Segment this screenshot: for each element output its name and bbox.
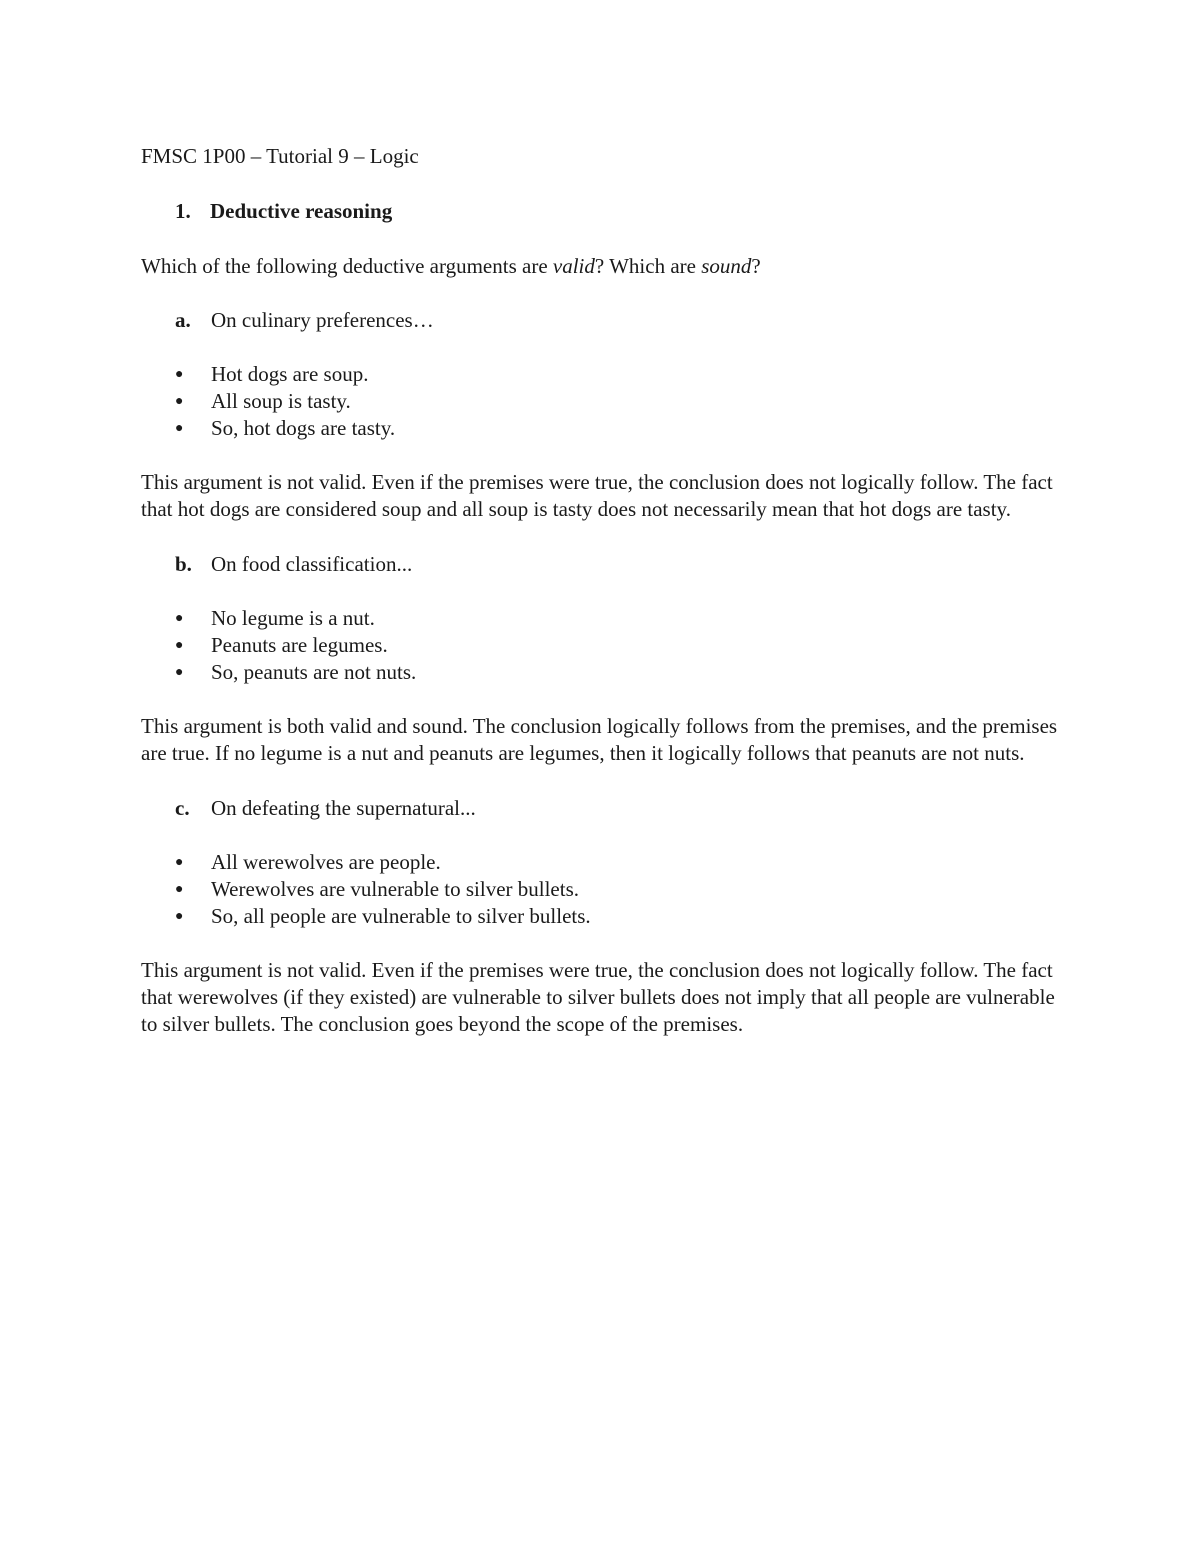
bullet-icon: ● bbox=[175, 638, 184, 653]
item-b-bullets bbox=[141, 605, 1071, 686]
item-c-heading bbox=[141, 795, 1071, 822]
list-item bbox=[141, 388, 1071, 415]
bullet-text: All werewolves are people. bbox=[211, 850, 441, 874]
list-item bbox=[141, 903, 1071, 930]
bullet-text: No legume is a nut. bbox=[211, 606, 375, 630]
bullet-icon: ● bbox=[175, 421, 184, 436]
bullet-icon: ● bbox=[175, 909, 184, 924]
item-a-heading bbox=[141, 307, 1071, 334]
section-heading bbox=[141, 198, 1071, 225]
bullet-text: All soup is tasty. bbox=[211, 389, 351, 413]
bullet-icon: ● bbox=[175, 855, 184, 870]
list-item bbox=[141, 415, 1071, 442]
bullet-text: Hot dogs are soup. bbox=[211, 362, 369, 386]
item-letter: b. bbox=[175, 552, 192, 576]
bullet-text: Werewolves are vulnerable to silver bullets. bbox=[211, 877, 580, 901]
item-c-answer: This argument is not valid. Even if the premises were true, the conclusion does not logically follow. The fact that werewolves (if they existed) are vulnerable to silver bullets does not imply that all people are vulnerable to silver bullets. The conclusion goes beyond the scope of the premises. bbox=[141, 958, 1055, 1036]
item-c-bullets bbox=[141, 849, 1071, 930]
list-item bbox=[141, 849, 1071, 876]
item-a-answer: This argument is not valid. Even if the premises were true, the conclusion does not logically follow. The fact that hot dogs are considered soup and all soup is tasty does not necessarily mean that hot dogs are tasty. bbox=[141, 470, 1053, 521]
prompt-sound: sound bbox=[701, 254, 752, 278]
item-b-heading bbox=[141, 551, 1071, 578]
list-item bbox=[141, 659, 1071, 686]
document-page bbox=[141, 143, 1071, 1066]
bullet-text: So, peanuts are not nuts. bbox=[211, 660, 417, 684]
prompt-part3: ? bbox=[751, 254, 761, 278]
list-item bbox=[141, 876, 1071, 903]
item-title: On food classification... bbox=[211, 552, 413, 576]
bullet-text: So, hot dogs are tasty. bbox=[211, 416, 396, 440]
item-title: On defeating the supernatural... bbox=[211, 796, 476, 820]
item-letter: c. bbox=[175, 796, 190, 820]
bullet-icon: ● bbox=[175, 611, 184, 626]
bullet-text: Peanuts are legumes. bbox=[211, 633, 388, 657]
item-letter: a. bbox=[175, 308, 191, 332]
bullet-icon: ● bbox=[175, 367, 184, 382]
list-item bbox=[141, 605, 1071, 632]
bullet-text: So, all people are vulnerable to silver bullets. bbox=[211, 904, 591, 928]
bullet-icon: ● bbox=[175, 882, 184, 897]
prompt-part2: ? Which are bbox=[594, 254, 702, 278]
question-prompt bbox=[141, 253, 1071, 280]
section-number: 1. bbox=[175, 199, 191, 223]
bullet-icon: ● bbox=[175, 394, 184, 409]
document-title: FMSC 1P00 – Tutorial 9 – Logic bbox=[141, 144, 419, 168]
item-a-bullets bbox=[141, 361, 1071, 442]
section-label: Deductive reasoning bbox=[210, 199, 393, 223]
list-item bbox=[141, 632, 1071, 659]
item-title: On culinary preferences… bbox=[211, 308, 434, 332]
prompt-part1: Which of the following deductive arguments are bbox=[141, 254, 553, 278]
bullet-icon: ● bbox=[175, 665, 184, 680]
prompt-valid: valid bbox=[552, 254, 595, 278]
list-item bbox=[141, 361, 1071, 388]
item-b-answer: This argument is both valid and sound. The conclusion logically follows from the premises, and the premises are true. If no legume is a nut and peanuts are legumes, then it logically follows that peanuts are not nuts. bbox=[141, 714, 1058, 765]
